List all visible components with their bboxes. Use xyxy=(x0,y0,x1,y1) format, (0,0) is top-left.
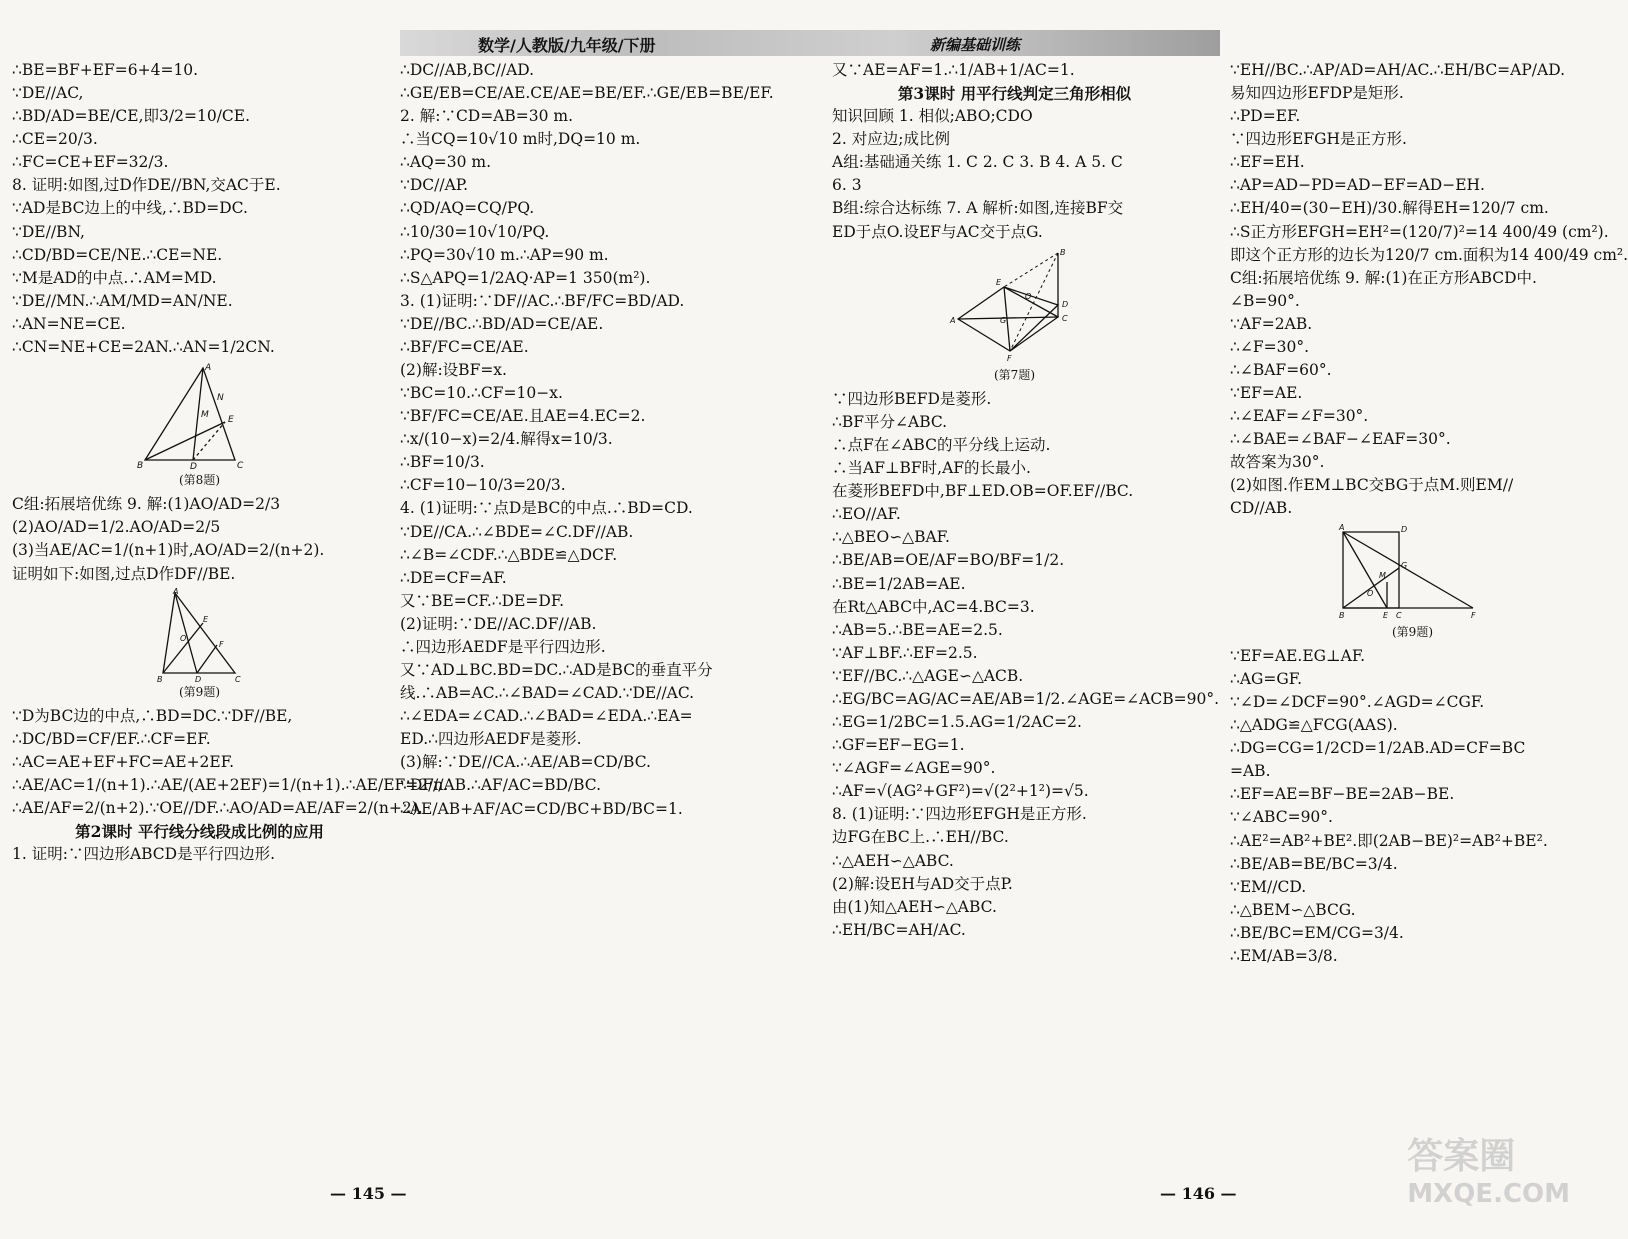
figure-9b-diagram xyxy=(1333,524,1493,624)
fig7-label-o: O xyxy=(1024,291,1031,301)
solution-line: ∴EO//AF. xyxy=(832,505,901,524)
page-number-right: — 146 — xyxy=(1160,1184,1237,1203)
solution-line: ∴AE/AF=2/(n+2).∵OE//DF.∴AO/AD=AE/AF=2/(n+2). xyxy=(12,799,423,818)
p1-lines-c-block xyxy=(12,706,449,819)
solution-line: ∴10/30=10√10/PQ. xyxy=(400,222,550,241)
solution-line: (3)解:∵DE//CA.∴AE/AB=CD/BC. xyxy=(400,753,651,772)
site-watermark xyxy=(1407,1128,1570,1209)
fig9b-label-m: M xyxy=(1378,570,1386,580)
solution-line: ∴EH/BC=AH/AC. xyxy=(832,920,966,939)
solution-line: ∴△AEH∽△ABC. xyxy=(832,851,954,870)
solution-line: (2)AO/AD=1/2.AO/AD=2/5 xyxy=(12,518,221,537)
fig8-label-d: D xyxy=(189,462,197,473)
solution-line: ∴S正方形EFGH=EH²=(120/7)²=14 400/49 (cm²). xyxy=(1230,222,1609,241)
figure-7-caption: (第7题) xyxy=(994,367,1035,382)
solution-line: ∴EG=1/2BC=1.5.AG=1/2AC=2. xyxy=(832,713,1082,732)
fig8-label-b: B xyxy=(136,461,143,472)
solution-line: ∴当AF⊥BF时,AF的长最小. xyxy=(832,459,1031,478)
figure-9b-caption: (第9题) xyxy=(1392,624,1433,639)
page-146-right-column xyxy=(1230,60,1628,1180)
solution-line: (2)如图.作EM⊥BC交BG于点M.则EM// xyxy=(1230,476,1514,495)
figure-8 xyxy=(12,362,387,488)
solution-line: 4. (1)证明:∵点D是BC的中点.∴BD=CD. xyxy=(400,499,693,518)
solution-line: ∴BD/AD=BE/CE,即3/2=10/CE. xyxy=(12,107,251,126)
solution-line: ∴AE/AB+AF/AC=CD/BC+BD/BC=1. xyxy=(400,799,683,818)
fig9b-label-d: D xyxy=(1400,524,1407,534)
solution-line: ∴AG=GF. xyxy=(1230,669,1303,688)
solution-line: A组:基础通关练 1. C 2. C 3. B 4. A 5. C xyxy=(832,153,1123,172)
solution-line: ∵BF/FC=CE/AE.且AE=4.EC=2. xyxy=(400,407,646,426)
solution-line: ∴EG/BC=AG/AC=AE/AB=1/2.∠AGE=∠ACB=90°. xyxy=(832,689,1220,708)
solution-line: ∴DG=CG=1/2CD=1/2AB.AD=CF=BC xyxy=(1230,739,1526,758)
solution-line: ∴四边形AEDF是平行四边形. xyxy=(400,637,606,656)
fig9a-label-d: D xyxy=(194,674,201,684)
fig9a-label-f: F xyxy=(218,639,224,649)
fig7-label-c: C xyxy=(1061,313,1068,323)
solution-line: ∴AF=√(AG²+GF²)=√(2²+1²)=√5. xyxy=(832,782,1089,801)
fig9b-label-f: F xyxy=(1470,610,1476,620)
solution-line: ∵四边形EFGH是正方形. xyxy=(1230,130,1407,149)
figure-9a-diagram xyxy=(155,586,245,684)
page-header xyxy=(400,30,1220,56)
solution-line: ∵四边形BEFD是菱形. xyxy=(832,389,992,408)
solution-line: ∴EF=EH. xyxy=(1230,153,1305,172)
figure-9b xyxy=(1230,524,1595,640)
solution-line: ∵DC//AP. xyxy=(400,176,469,195)
solution-line: ∴PD=EF. xyxy=(1230,107,1301,126)
page1-last-line: 1. 证明:∵四边形ABCD是平行四边形. xyxy=(12,845,276,864)
solution-line: 线.∴AB=AC.∴∠BAD=∠CAD.∵DE//AC. xyxy=(400,684,695,703)
solution-line: ∵EH//BC.∴AP/AD=AH/AC.∴EH/BC=AP/AD. xyxy=(1230,61,1566,79)
solution-line: ∴BF/FC=CE/AE. xyxy=(400,337,529,356)
fig9b-label-a: A xyxy=(1338,522,1344,532)
fig7-label-b: B xyxy=(1059,247,1065,257)
solution-line: ∵AD是BC边上的中线,∴BD=DC. xyxy=(12,199,248,218)
solution-line: ∴CD/BD=CE/NE.∴CE=NE. xyxy=(12,245,223,264)
solution-line: ∴BE/BC=EM/CG=3/4. xyxy=(1230,923,1404,942)
solution-line: CD//AB. xyxy=(1230,499,1293,518)
solution-line: 8. (1)证明:∵四边形EFGH是正方形. xyxy=(832,805,1087,824)
solution-line: ∴∠EDA=∠CAD.∴∠BAD=∠EDA.∴EA= xyxy=(400,707,693,726)
solution-line: ∴BE=BF+EF=6+4=10. xyxy=(12,61,199,79)
solution-line: ED于点O.设EF与AC交于点G. xyxy=(832,222,1043,241)
figure-9a xyxy=(12,586,387,700)
fig9a-label-c: C xyxy=(234,674,241,684)
solution-line: ∴BE=1/2AB=AE. xyxy=(832,574,966,593)
solution-line: ∵DE//BC.∴BD/AD=CE/AE. xyxy=(400,314,604,333)
p3-lines-block xyxy=(832,60,1197,81)
fig9a-label-a: A xyxy=(172,586,178,596)
p1-lines-block xyxy=(12,60,387,358)
solution-line: ∴CF=10−10/3=20/3. xyxy=(400,476,566,495)
solution-line: ∴∠F=30°. xyxy=(1230,337,1309,356)
solution-line: ∴CE=20/3. xyxy=(12,130,98,149)
header-brand: 新编基础训练 xyxy=(929,36,1020,54)
solution-line: ∴DC//AB,BC//AD. xyxy=(400,61,535,79)
solution-line: ∴EM/AB=3/8. xyxy=(1230,946,1338,965)
solution-line: ∴AE²=AB²+BE².即(2AB−BE)²=AB²+BE². xyxy=(1230,831,1548,850)
solution-line: ∴CN=NE+CE=2AN.∴AN=1/2CN. xyxy=(12,337,275,356)
solution-line: ∵DF//AB.∴AF/AC=BD/BC. xyxy=(400,776,602,795)
solution-line: ∴∠EAF=∠F=30°. xyxy=(1230,407,1369,426)
solution-line: ∴△ADG≌△FCG(AAS). xyxy=(1230,716,1398,735)
solution-line: ∴△BEO∽△BAF. xyxy=(832,528,950,547)
solution-line: ∵EF=AE.EG⊥AF. xyxy=(1230,646,1366,665)
solution-line: 故答案为30°. xyxy=(1230,453,1325,472)
figure-8-diagram xyxy=(135,362,265,472)
header-title: 数学/人教版/九年级/下册 xyxy=(478,36,656,55)
solution-line: ∴AB=5.∴BE=AE=2.5. xyxy=(832,620,1003,639)
solution-line: C组:拓展培优练 9. 解:(1)在正方形ABCD中. xyxy=(1230,268,1537,287)
solution-line: (2)解:设EH与AD交于点P. xyxy=(832,874,1013,893)
fig8-label-e: E xyxy=(227,415,234,426)
solution-line: C组:拓展培优练 9. 解:(1)AO/AD=2/3 xyxy=(12,495,281,514)
solution-line: ∴FC=CE+EF=32/3. xyxy=(12,153,169,172)
figure-8-caption: (第8题) xyxy=(179,473,220,488)
solution-line: ∴DE=CF=AF. xyxy=(400,568,507,587)
solution-line: 边FG在BC上.∴EH//BC. xyxy=(832,828,1009,847)
fig8-label-a: A xyxy=(204,363,211,374)
solution-line: ∵AF=2AB. xyxy=(1230,314,1313,333)
solution-line: ∵EF=AE. xyxy=(1230,384,1303,403)
fig9a-label-b: B xyxy=(156,674,162,684)
solution-line: ∵BC=10.∴CF=10−x. xyxy=(400,384,563,403)
solution-line: ∴BF=10/3. xyxy=(400,453,485,472)
p3-lines-b-block xyxy=(832,106,1197,242)
solution-line: ∴AQ=30 m. xyxy=(400,153,492,172)
solution-line: ∴点F在∠ABC的平分线上运动. xyxy=(832,436,1051,455)
solution-line: (2)证明:∵DE//AC.DF//AB. xyxy=(400,614,597,633)
solution-line: ∴AC=AE+EF+FC=AE+2EF. xyxy=(12,753,234,772)
solution-line: ∴DC/BD=CF/EF.∴CF=EF. xyxy=(12,730,211,749)
fig7-label-g: G xyxy=(999,315,1006,325)
solution-line: ∴AN=NE=CE. xyxy=(12,314,126,333)
solution-line: ∵DE//CA.∴∠BDE=∠C.DF//AB. xyxy=(400,522,634,541)
solution-line: ∵∠D=∠DCF=90°.∠AGD=∠CGF. xyxy=(1230,693,1485,712)
solution-line: =AB. xyxy=(1230,762,1271,781)
fig9a-label-e: E xyxy=(202,614,208,624)
figure-7-diagram xyxy=(950,247,1080,367)
solution-line: (3)当AE/AC=1/(n+1)时,AO/AD=2/(n+2). xyxy=(12,541,325,560)
p2-lines-block xyxy=(400,60,780,820)
p4-lines-block xyxy=(1230,60,1628,520)
solution-line: ∵DE//MN.∴AM/MD=AN/NE. xyxy=(12,291,233,310)
fig9a-label-o: O xyxy=(179,633,186,643)
solution-line: 易知四边形EFDP是矩形. xyxy=(1230,84,1404,103)
figure-7 xyxy=(832,247,1197,383)
solution-line: ∵M是AD的中点.∴AM=MD. xyxy=(12,268,217,287)
solution-line: ∵D为BC边的中点,∴BD=DC.∵DF//BE, xyxy=(12,706,293,725)
fig9b-label-g: G xyxy=(1400,560,1407,570)
solution-line: ∴x/(10−x)=2/4.解得x=10/3. xyxy=(400,430,613,449)
fig8-label-c: C xyxy=(236,461,243,472)
solution-line: ∵EF//BC.∴△AGE∽△ACB. xyxy=(832,666,1024,685)
solution-line: ∴GF=EF−EG=1. xyxy=(832,736,965,755)
solution-line: ∴BE/AB=OE/AF=BO/BF=1/2. xyxy=(832,551,1065,570)
fig8-label-m: M xyxy=(200,410,209,421)
solution-line: (2)解:设BF=x. xyxy=(400,361,507,380)
solution-line: ∴∠BAE=∠BAF−∠EAF=30°. xyxy=(1230,430,1451,449)
fig9b-label-c: C xyxy=(1395,610,1402,620)
solution-line: 又∵AE=AF=1.∴1/AB+1/AC=1. xyxy=(832,61,1075,79)
solution-line: ∵EM//CD. xyxy=(1230,877,1307,896)
p4-lines-b-block xyxy=(1230,646,1595,967)
solution-line: 6. 3 xyxy=(832,176,862,195)
solution-line: 即这个正方形的边长为120/7 cm.面积为14 400/49 cm². xyxy=(1230,245,1628,264)
solution-line: ∵AF⊥BF.∴EF=2.5. xyxy=(832,643,978,662)
solution-line: 证明如下:如图,过点D作DF//BE. xyxy=(12,564,236,583)
solution-line: ∴EH/40=(30−EH)/30.解得EH=120/7 cm. xyxy=(1230,199,1549,218)
fig9b-label-o: O xyxy=(1366,588,1373,598)
fig8-label-n: N xyxy=(216,393,224,404)
solution-line: 在菱形BEFD中,BF⊥ED.OB=OF.EF//BC. xyxy=(832,482,1134,501)
solution-line: ∴BE/AB=BE/BC=3/4. xyxy=(1230,854,1398,873)
fig7-label-d: D xyxy=(1061,299,1068,309)
p1-lines-b-block xyxy=(12,494,387,584)
solution-line: ∠B=90°. xyxy=(1230,291,1300,310)
fig9b-label-e: E xyxy=(1382,610,1388,620)
solution-line: ∴S△APQ=1/2AQ·AP=1 350(m²). xyxy=(400,268,651,287)
solution-line: ∴∠B=∠CDF.∴△BDE≌△DCF. xyxy=(400,545,618,564)
solution-line: 又∵AD⊥BC.BD=DC.∴AD是BC的垂直平分 xyxy=(400,661,713,680)
section-3-title: 第3课时 用平行线判定三角形相似 xyxy=(897,84,1132,104)
solution-line: ∵DE//AC, xyxy=(12,84,84,103)
page-146-left-column xyxy=(832,60,1220,1180)
fig7-label-a: A xyxy=(949,315,955,325)
solution-line: 3. (1)证明:∵DF//AC.∴BF/FC=BD/AD. xyxy=(400,291,685,310)
solution-line: 2. 解:∵CD=AB=30 m. xyxy=(400,107,574,126)
solution-line: 由(1)知△AEH∽△ABC. xyxy=(832,897,997,916)
watermark-text: 答案圈 xyxy=(1407,1136,1516,1177)
solution-line: 又∵BE=CF.∴DE=DF. xyxy=(400,591,565,610)
solution-line: ∵∠ABC=90°. xyxy=(1230,808,1333,827)
page-number-left: — 145 — xyxy=(330,1184,407,1203)
solution-line: ∴GE/EB=CE/AE.CE/AE=BE/EF.∴GE/EB=BE/EF. xyxy=(400,84,774,103)
solution-line: ∴QD/AQ=CQ/PQ. xyxy=(400,199,535,218)
fig7-label-f: F xyxy=(1006,353,1012,363)
solution-line: ∴PQ=30√10 m.∴AP=90 m. xyxy=(400,245,609,264)
solution-line: B组:综合达标练 7. A 解析:如图,连接BF交 xyxy=(832,199,1124,218)
solution-line: ∴EF=AE=BF−BE=2AB−BE. xyxy=(1230,785,1455,804)
figure-9a-caption: (第9题) xyxy=(179,684,220,699)
solution-line: ED.∴四边形AEDF是菱形. xyxy=(400,730,582,749)
solution-line: ∴BF平分∠ABC. xyxy=(832,413,948,432)
p3-lines-c-block xyxy=(832,389,1220,941)
solution-line: ∴AE/AC=1/(n+1).∴AE/(AE+2EF)=1/(n+1).∴AE/EF=2/n. xyxy=(12,776,449,795)
section-2-title: 第2课时 平行线分线段成比例的应用 xyxy=(75,822,324,842)
solution-line: ∴△BEM∽△BCG. xyxy=(1230,900,1356,919)
solution-line: ∴当CQ=10√10 m时,DQ=10 m. xyxy=(400,130,641,149)
watermark-url: MXQE.COM xyxy=(1407,1179,1570,1209)
solution-line: ∴∠BAF=60°. xyxy=(1230,361,1332,380)
solution-line: 知识回顾 1. 相似;ABO;CDO xyxy=(832,107,1033,126)
fig9b-label-b: B xyxy=(1338,610,1344,620)
solution-line: ∵DE//BN, xyxy=(12,222,85,241)
fig7-label-e: E xyxy=(995,277,1001,287)
page-145-right-column xyxy=(400,60,780,1180)
solution-line: 8. 证明:如图,过D作DE//BN,交AC于E. xyxy=(12,176,281,195)
solution-line: 在Rt△ABC中,AC=4.BC=3. xyxy=(832,597,1035,616)
solution-line: ∵∠AGF=∠AGE=90°. xyxy=(832,759,996,778)
solution-line: 2. 对应边;成比例 xyxy=(832,130,950,149)
solution-line: ∴AP=AD−PD=AD−EF=AD−EH. xyxy=(1230,176,1485,195)
